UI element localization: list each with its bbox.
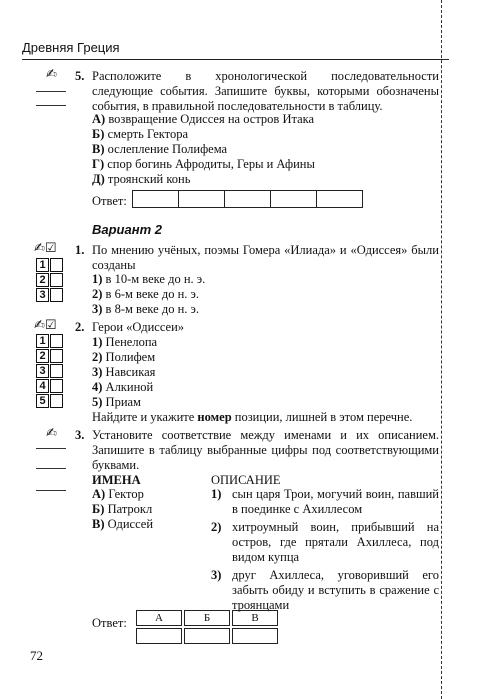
- description-item: 2) хитроумный воин, прибывший на остров, где прятали Ахиллеса, под видом купца: [211, 520, 439, 564]
- q3-text: Установите соответствие между именами и их описанием. Запишите в таблицу выбранные цифры под соответствующими буквами.: [92, 428, 439, 472]
- checkbox[interactable]: [50, 258, 63, 272]
- option: 2) Полифем: [92, 350, 156, 364]
- box-number: 3: [36, 364, 49, 378]
- task5-options: [92, 112, 432, 187]
- option: 1) Пенелопа: [92, 335, 158, 349]
- pencil-icon: ✍: [46, 426, 57, 441]
- q1-number: 1.: [75, 243, 85, 257]
- page-number: 72: [30, 648, 43, 663]
- answer-cell[interactable]: [225, 191, 271, 208]
- header-rule: [22, 59, 449, 60]
- option: 2) в 6-м веке до н. э.: [92, 287, 199, 301]
- option: 1) в 10-м веке до н. э.: [92, 272, 206, 286]
- task5-text: Расположите в хронологической последовательности следующие события. Запишите буквы, которыми обозначены события, в правильной последовательности в таблицу.: [92, 69, 439, 113]
- answer-line: [36, 105, 66, 106]
- answer-cell[interactable]: [133, 191, 179, 208]
- checkbox[interactable]: [50, 349, 63, 363]
- variant-title: Вариант 2: [92, 222, 162, 237]
- name-item: Б) Патрокл: [92, 502, 153, 516]
- q3-answer-label: Ответ:: [92, 616, 127, 630]
- answer-cell[interactable]: [184, 628, 230, 644]
- q2-text: Герои «Одиссеи»: [92, 320, 185, 334]
- answer-cell[interactable]: [179, 191, 225, 208]
- checkbox[interactable]: [50, 379, 63, 393]
- checkbox[interactable]: [50, 334, 63, 348]
- option: 5) Приам: [92, 395, 141, 409]
- box-number: 1: [36, 258, 49, 272]
- q3-answer-table[interactable]: [134, 608, 280, 646]
- box-number: 4: [36, 379, 49, 393]
- option: Б) смерть Гектора: [92, 127, 189, 141]
- box-number: 1: [36, 334, 49, 348]
- descriptions-header: ОПИСАНИЕ: [211, 473, 281, 487]
- q3-descriptions: [211, 487, 439, 613]
- q2-options: [92, 335, 157, 410]
- answer-cell[interactable]: [136, 628, 182, 644]
- q2-answer-boxes: [36, 334, 63, 409]
- box-number: 2: [36, 273, 49, 287]
- q3-number: 3.: [75, 428, 85, 442]
- box-number: 2: [36, 349, 49, 363]
- option: В) ослепление Полифема: [92, 142, 228, 156]
- checkbox[interactable]: [50, 273, 63, 287]
- q3-names: [92, 487, 153, 532]
- option: Г) спор богинь Афродиты, Геры и Афины: [92, 157, 315, 171]
- column-header: В: [232, 610, 278, 626]
- answer-line: [36, 468, 66, 469]
- answer-line: [36, 490, 66, 491]
- box-number: 3: [36, 288, 49, 302]
- option: 3) Навсикая: [92, 365, 156, 379]
- option: Д) троянский конь: [92, 172, 191, 186]
- box-number: 5: [36, 394, 49, 408]
- checkbox[interactable]: [50, 364, 63, 378]
- page-header-title: Древняя Греция: [22, 40, 120, 55]
- option: А) возвращение Одиссея на остров Итака: [92, 112, 315, 126]
- answer-cell[interactable]: [271, 191, 317, 208]
- description-item: 3) друг Ахиллеса, уговоривший его забыть обиду и вступить в сражение с троянцами: [211, 568, 439, 612]
- names-header: ИМЕНА: [92, 473, 141, 487]
- column-header: Б: [184, 610, 230, 626]
- answer-line: [36, 448, 66, 449]
- q1-options: [92, 272, 205, 317]
- q2-number: 2.: [75, 320, 85, 334]
- task5-answer-label: Ответ:: [92, 194, 127, 208]
- q1-text: По мнению учёных, поэмы Гомера «Илиада» и «Одиссея» были созданы: [92, 243, 439, 272]
- answer-cell[interactable]: [232, 628, 278, 644]
- q2-instruction: Найдите и укажите номер позиции, лишней в этом перечне.: [92, 410, 413, 424]
- option: 3) в 8-м веке до н. э.: [92, 302, 199, 316]
- checkbox[interactable]: [50, 288, 63, 302]
- column-header: А: [136, 610, 182, 626]
- answer-line: [36, 91, 66, 92]
- pencil-check-icon: ✍☑: [34, 241, 57, 256]
- name-item: В) Одиссей: [92, 517, 154, 531]
- answer-cell[interactable]: [317, 191, 363, 208]
- task5-answer-table[interactable]: [132, 190, 363, 208]
- description-item: 1) сын царя Трои, могучий воин, павший в поединке с Ахиллесом: [211, 487, 439, 516]
- cut-line: [441, 0, 442, 699]
- name-item: А) Гектор: [92, 487, 144, 501]
- q1-answer-boxes: [36, 258, 63, 303]
- task5-number: 5.: [75, 69, 85, 83]
- pencil-check-icon: ✍☑: [34, 318, 57, 333]
- pencil-icon: ✍: [46, 67, 57, 82]
- checkbox[interactable]: [50, 394, 63, 408]
- option: 4) Алкиной: [92, 380, 154, 394]
